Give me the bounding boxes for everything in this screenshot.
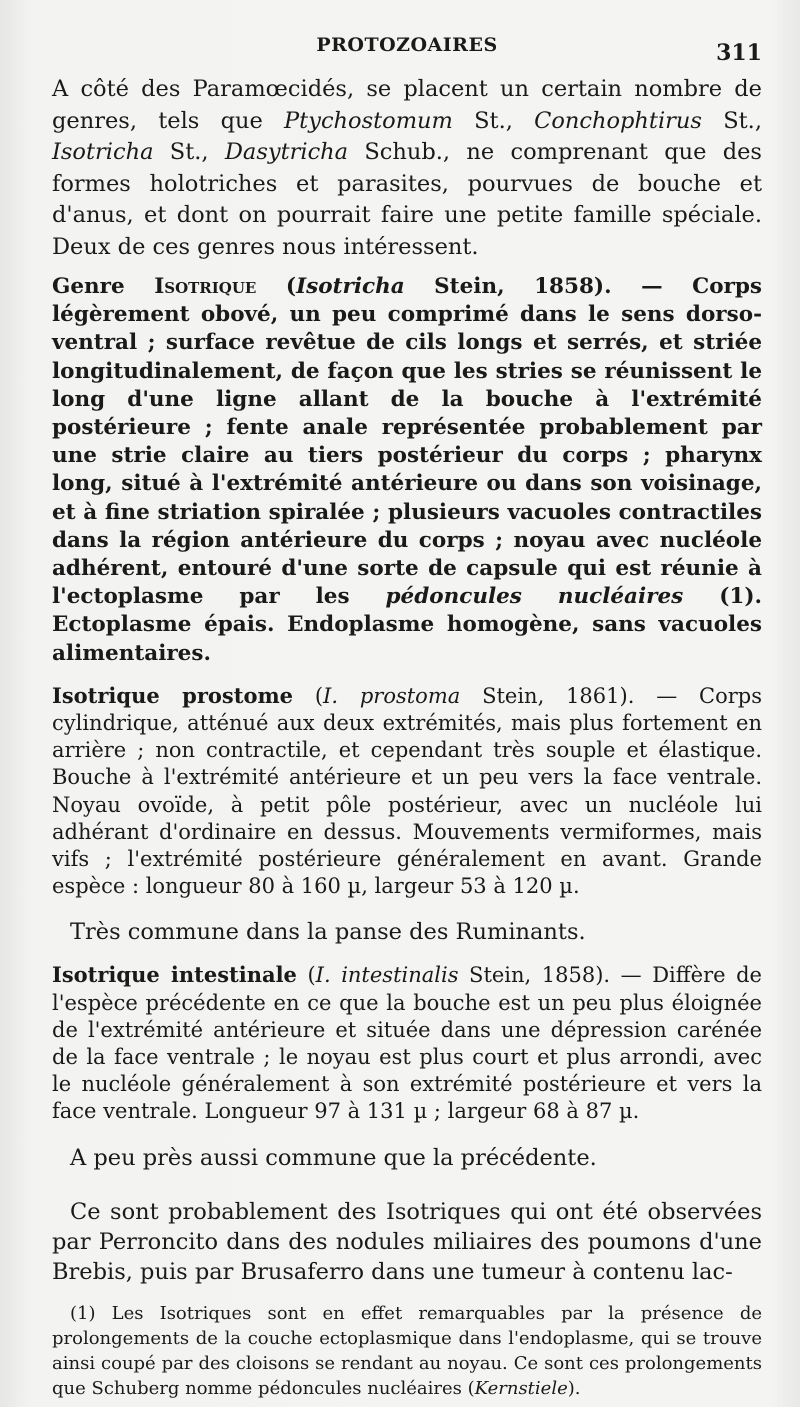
intro-text: St., [153, 139, 225, 165]
page-number: 311 [716, 40, 762, 66]
species-intestinale-latin: I. intestinalis [315, 963, 459, 988]
genre-text: (1). Ectoplasme épais. Endoplasme homogène, sans vacuoles alimentaires. [52, 584, 762, 666]
genre-latin-name: Isotricha [296, 274, 405, 299]
genre-text: Stein, 1858). — Corps légèrement obové, un peu comprimé dans le sens dorso-ventral ; surface revêtue de cils longs et serrés, et striée longitudinalement, de façon que les stries se réunissent le long d'une ligne allant de la bouche à l'extrémité postérieure ; fente anale représentée probablement par une strie claire au tiers postérieur du corps ; pharynx long, situé à l'extrémité antérieure ou dans son voisinage, et à fine striation spiralée ; plusieurs vacuoles contractiles dans la région antérieure du corps ; noyau avec nucléole adhérent, entouré d'une sorte de capsule qui est réunie à l'ectoplasme par les [52, 274, 762, 610]
intro-text: Schub., ne comprenant que des formes holotriches et parasites, pourvues de bouche et d'anus, et dont on pourrait faire une petite famille spéciale. Deux de ces genres nous intéressent. [52, 139, 762, 260]
prostome-occurrence-note: Très commune dans la panse des Ruminants. [70, 919, 586, 946]
genre-text: ( [256, 274, 297, 299]
genus-isotricha: Isotricha [52, 139, 154, 165]
genus-ptychostomum: Ptychostomum [284, 107, 453, 134]
species-text: Stein, 1858). — Diffère de l'espèce précédente en ce que la bouche est un peu plus éloignée de l'extrémité antérieure et située dans une dépression carénée de la face ventrale ; le noyau est plus court et plus arrondi, avec le nucléole généralement à son extrémité postérieure et vers la face ventrale. Longueur 97 à 131 µ ; largeur 68 à 87 µ. [52, 963, 762, 1124]
genus-dasytricha: Dasytricha [224, 139, 349, 165]
footnote [52, 1301, 762, 1401]
intro-text: St., [452, 107, 535, 134]
genre-text: Genre [52, 274, 155, 299]
genre-term-pedoncules: pédoncules nucléaires [385, 584, 684, 610]
closing-paragraph: Ce sont probablement des Isotriques qui ont été observées par Perroncito dans des nodules miliaires des poumons d'une Brebis, puis par Brusaferro dans une tumeur à contenu lac- [52, 1198, 762, 1285]
species-text: ( [296, 963, 316, 988]
genre-isotrique-paragraph [52, 273, 762, 668]
genus-conchophtirus: Conchophtirus [534, 107, 702, 134]
intro-paragraph [52, 74, 762, 263]
running-head [52, 30, 762, 74]
footnote-text: (1) Les Isotriques sont en effet remarquables par la présence de prolongements de la couche ectoplasmique dans l'endoplasme, qui se trouve ainsi coupé par des cloisons se rendant au noyau. Ce sont ces prolongements que Schuberg nomme pédoncules nucléaires ( [52, 1302, 762, 1399]
genre-name: Isotrique [154, 274, 257, 299]
footnote-text: ). [567, 1377, 581, 1399]
intro-text: St., [701, 107, 762, 134]
species-text: Stein, 1861). — Corps cylindrique, atténué aux deux extrémités, mais plus fortement en arrière ; non contractile, et cependant très souple et élastique. Bouche à l'extrémité antérieure et un peu vers la face ventrale. Noyau ovoïde, à petit pôle postérieur, avec un nucléole lui adhérant d'ordinaire en dessus. Mouvements vermiformes, mais vifs ; l'extrémité postérieure généralement en avant. Grande espèce : longueur 80 à 160 µ, largeur 53 à 120 µ. [52, 683, 762, 899]
species-intestinale-paragraph [52, 961, 762, 1125]
footnote-term-kernstiele: Kernstiele [474, 1377, 568, 1399]
running-title: PROTOZOAIRES [316, 34, 498, 56]
species-prostome-latin: I. prostoma [323, 683, 461, 708]
intestinale-occurrence-note: A peu près aussi commune que la précédente. [70, 1144, 597, 1171]
species-text: ( [293, 683, 324, 708]
species-intestinale-name: Isotrique intestinale [52, 962, 297, 988]
intro-text: A côté des Paramœcidés, se placent un certain nombre de genres, tels que [52, 76, 762, 134]
species-prostome-paragraph [52, 682, 762, 901]
species-prostome-name: Isotrique prostome [52, 682, 294, 708]
